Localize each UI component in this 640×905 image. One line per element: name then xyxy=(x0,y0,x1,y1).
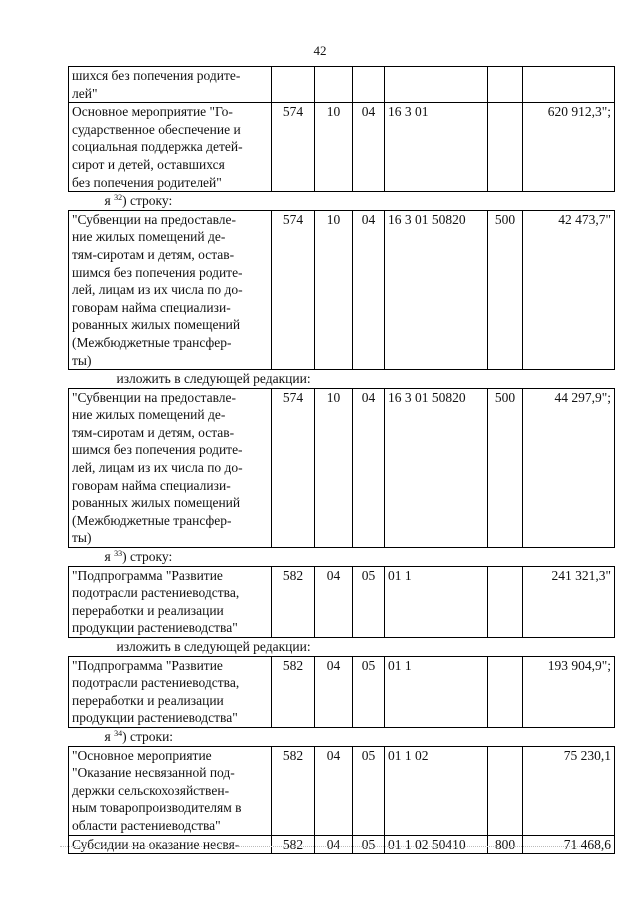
instruction-label: изложить в следующей редакции: xyxy=(116,639,311,654)
cell-ved xyxy=(272,67,315,103)
instruction-wrapper xyxy=(69,193,173,208)
instruction-text xyxy=(69,370,615,389)
cell-ved: 574 xyxy=(272,103,315,192)
instruction-text xyxy=(69,548,615,567)
instruction-wrapper xyxy=(69,639,311,654)
budget-sheet xyxy=(68,66,614,854)
instruction-text xyxy=(69,727,615,746)
cell-sum: 241 321,3" xyxy=(523,566,615,637)
cell-vr: 500 xyxy=(488,388,523,547)
instruction-prefix: я xyxy=(104,728,115,744)
cell-rz: 10 xyxy=(315,103,353,192)
instruction-label: изложить в следующей редакции: xyxy=(116,371,311,387)
cell-csr: 16 3 01 50820 xyxy=(385,210,488,369)
instruction-text xyxy=(69,638,615,657)
cell-rz: 04 xyxy=(315,566,353,637)
instruction-label: ) строку: xyxy=(122,549,173,565)
instruction-row xyxy=(69,548,615,567)
cell-rz: 10 xyxy=(315,388,353,547)
cell-ved: 582 xyxy=(272,656,315,727)
cell-ved: 582 xyxy=(272,835,315,854)
cell-name: "Подпрограмма "Развитие подотрасли растениеводства, переработки и реализации продукции растениеводства" xyxy=(69,656,272,727)
cell-rz: 04 xyxy=(315,835,353,854)
cell-vr: 800 xyxy=(488,835,523,854)
cell-ved: 574 xyxy=(272,210,315,369)
table-row xyxy=(69,67,615,103)
cell-name: "Субвенции на предоставле- ние жилых помещений де- тям-сиротам и детям, остав- шимся без попечения родите- лей, лицам из их числа по до- говорам найма специализи- рованных жилых помещений (Межбюджетные трансфер- ты) xyxy=(69,210,272,369)
cell-name: "Подпрограмма "Развитие подотрасли растениеводства, переработки и реализации продукции растениеводства" xyxy=(69,566,272,637)
cell-sum xyxy=(523,67,615,103)
instruction-row xyxy=(69,638,615,657)
cell-rz: 04 xyxy=(315,656,353,727)
budget-table xyxy=(68,66,615,854)
cell-rz: 10 xyxy=(315,210,353,369)
cell-name: "Основное мероприятие "Оказание несвязанной под- держки сельскохозяйствен- ным товаропроизводителям в области растениеводства" xyxy=(69,746,272,835)
cell-name: Субсидии на оказание несвя- xyxy=(69,835,272,854)
instruction-wrapper xyxy=(69,729,174,744)
table-row xyxy=(69,835,615,854)
cell-ved: 574 xyxy=(272,388,315,547)
cell-vr: 500 xyxy=(488,210,523,369)
instruction-row xyxy=(69,727,615,746)
table-row xyxy=(69,210,615,369)
cell-vr xyxy=(488,103,523,192)
cell-pr: 05 xyxy=(353,746,385,835)
table-row xyxy=(69,103,615,192)
cell-rz: 04 xyxy=(315,746,353,835)
cell-pr: 05 xyxy=(353,835,385,854)
cell-csr: 01 1 02 xyxy=(385,746,488,835)
cell-name: Основное мероприятие "Го- сударственное обеспечение и социальная поддержка детей- сирот и детей, оставшихся без попечения родителей" xyxy=(69,103,272,192)
cell-sum: 620 912,3"; xyxy=(523,103,615,192)
cell-sum: 71 468,6 xyxy=(523,835,615,854)
instruction-wrapper xyxy=(69,549,173,564)
cell-sum: 44 297,9"; xyxy=(523,388,615,547)
instruction-row xyxy=(69,370,615,389)
instruction-number: 32 xyxy=(114,193,123,203)
cell-csr: 16 3 01 50820 xyxy=(385,388,488,547)
table-row xyxy=(69,746,615,835)
cell-pr: 04 xyxy=(353,210,385,369)
table-row xyxy=(69,566,615,637)
instruction-prefix: я xyxy=(104,549,115,565)
cell-pr: 04 xyxy=(353,388,385,547)
cell-name: "Субвенции на предоставле- ние жилых помещений де- тям-сиротам и детям, остав- шимся без попечения родите- лей, лицам из их числа по до- говорам найма специализи- рованных жилых помещений (Межбюджетные трансфер- ты) xyxy=(69,388,272,547)
cell-name: шихся без попечения родите- лей" xyxy=(69,67,272,103)
cell-csr: 01 1 xyxy=(385,566,488,637)
cell-vr xyxy=(488,67,523,103)
instruction-wrapper xyxy=(69,371,311,386)
cell-csr xyxy=(385,67,488,103)
instruction-number: 33 xyxy=(114,549,123,559)
cell-csr: 16 3 01 xyxy=(385,103,488,192)
cell-csr: 01 1 02 50410 xyxy=(385,835,488,854)
instruction-label: ) строку: xyxy=(122,193,173,209)
cell-sum: 42 473,7" xyxy=(523,210,615,369)
cell-pr: 04 xyxy=(353,103,385,192)
instruction-prefix: я xyxy=(104,193,115,209)
instruction-row xyxy=(69,192,615,211)
table-row xyxy=(69,656,615,727)
cell-pr: 05 xyxy=(353,566,385,637)
cell-vr xyxy=(488,746,523,835)
table-row xyxy=(69,388,615,547)
cell-rz xyxy=(315,67,353,103)
cell-vr xyxy=(488,566,523,637)
instruction-number: 34 xyxy=(114,728,123,738)
cell-ved: 582 xyxy=(272,566,315,637)
cell-csr: 01 1 xyxy=(385,656,488,727)
cell-sum: 193 904,9"; xyxy=(523,656,615,727)
instruction-label: ) строки: xyxy=(122,728,174,744)
cell-sum: 75 230,1 xyxy=(523,746,615,835)
cell-vr xyxy=(488,656,523,727)
instruction-text xyxy=(69,192,615,211)
page-bottom-edge xyxy=(60,846,580,847)
page-number: 42 xyxy=(313,43,327,58)
cell-pr xyxy=(353,67,385,103)
cell-pr: 05 xyxy=(353,656,385,727)
cell-ved: 582 xyxy=(272,746,315,835)
